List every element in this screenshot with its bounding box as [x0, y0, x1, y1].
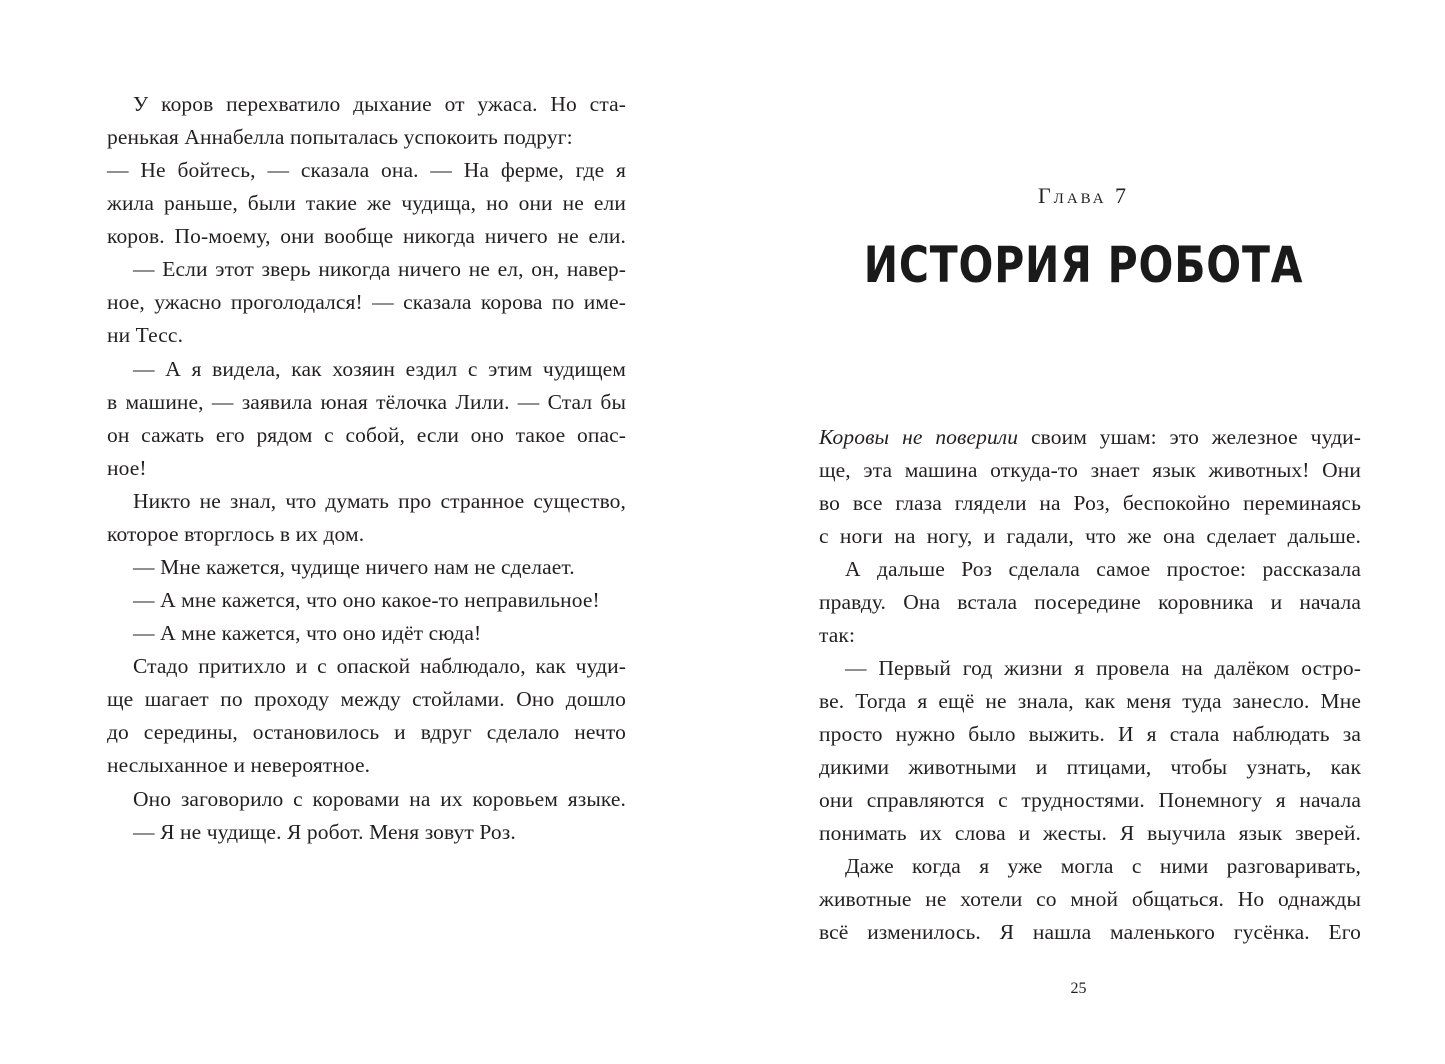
text-line: с ноги на ногу, и гадали, что же она сделает дальше.: [819, 524, 1361, 548]
text-line: Стадо притихло и с опаской наблюдало, как чуди-: [133, 654, 626, 678]
text-line: А дальше Роз сделала самое простое: рассказала: [845, 557, 1361, 581]
text-line: — Не бойтесь, — сказала она. — На ферме, где я: [107, 158, 626, 182]
text-line: правду. Она встала посередине коровника и начала: [819, 590, 1361, 614]
text-line: коров. По-моему, они вообще никогда ничего не ели.: [107, 224, 626, 248]
text-line: неслыханное и невероятное.: [107, 753, 371, 777]
text-line: — Я не чудище. Я робот. Меня зовут Роз.: [133, 820, 516, 844]
text-line: — А мне кажется, что оно идёт сюда!: [133, 621, 482, 645]
right-page: [722, 0, 1445, 1064]
text-line: Никто не знал, что думать про странное существо,: [133, 489, 626, 513]
text-line: ще шагает по проходу между стойлами. Оно дошло: [107, 687, 626, 711]
text-line: жила раньше, были такие же чудища, но они не ели: [107, 191, 626, 215]
text-line: — Мне кажется, чудище ничего нам не сделает.: [133, 555, 575, 579]
text-line: так:: [819, 623, 856, 647]
chapter-title: ИСТОРИЯ РОБОТА: [863, 236, 1304, 294]
text-line: которое вторглось в их дом.: [107, 522, 365, 546]
text-line: ренькая Аннабелла попыталась успокоить подруг:: [107, 125, 573, 149]
text-line: ное, ужасно проголодался! — сказала корова по име-: [107, 290, 626, 314]
text-line: в машине, — заявила юная тёлочка Лили. — Стал бы: [107, 390, 626, 414]
text-line: просто нужно было выжить. И я стала наблюдать за: [819, 722, 1361, 746]
text-line: дикими животными и птицами, чтобы узнать, как: [819, 755, 1361, 779]
text-line: понимать их слова и жесты. Я выучила язык зверей.: [819, 821, 1361, 845]
text-line: Оно заговорило с коровами на их коровьем языке.: [133, 787, 626, 811]
text-span: своим ушам: это железное чуди-: [1018, 425, 1361, 449]
text-line: ное!: [107, 456, 147, 480]
text-line: У коров перехватило дыхание от ужаса. Но ста-: [133, 92, 626, 116]
text-line: ве. Тогда я ещё не знала, как меня туда занесло. Мне: [819, 689, 1361, 713]
text-line: [819, 421, 1361, 454]
text-line: всё изменилось. Я нашла маленького гусёнка. Его: [819, 920, 1361, 944]
text-line: — А мне кажется, что оно какое-то неправильное!: [133, 588, 600, 612]
text-line: он сажать его рядом с собой, если оно такое опас-: [107, 423, 626, 447]
text-line: — А я видела, как хозяин ездил с этим чудищем: [133, 357, 626, 381]
left-page: [0, 0, 722, 1064]
text-line: во все глаза глядели на Роз, беспокойно переминаясь: [819, 491, 1361, 515]
text-line: ще, эта машина откуда-то знает язык животных! Они: [819, 458, 1361, 482]
text-line: ни Тесс.: [107, 323, 184, 347]
text-line: Даже когда я уже могла с ними разговаривать,: [845, 854, 1361, 878]
page-number: 25: [1070, 980, 1087, 997]
text-line: до середины, остановилось и вдруг сделало нечто: [107, 720, 626, 744]
text-line: они справляются с трудностями. Понемногу я начала: [819, 788, 1361, 812]
text-line: животные не хотели со мной общаться. Но однажды: [819, 887, 1361, 911]
text-line: — Первый год жизни я провела на далёком остро-: [845, 656, 1361, 680]
italic-lead: Коровы не поверили: [819, 425, 1019, 449]
chapter-label: Глава 7: [1037, 183, 1130, 208]
text-line: — Если этот зверь никогда ничего не ел, он, навер-: [133, 257, 626, 281]
